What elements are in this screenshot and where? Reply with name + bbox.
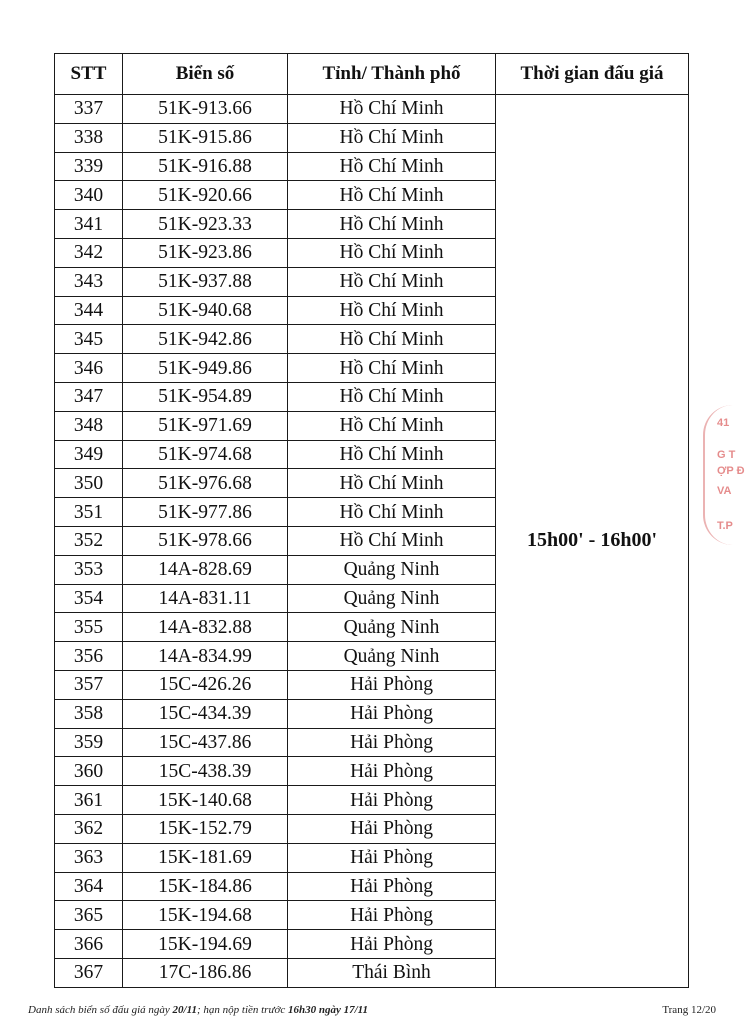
cell-city: Hồ Chí Minh xyxy=(288,354,496,383)
cell-stt: 341 xyxy=(55,210,123,239)
cell-stt: 356 xyxy=(55,642,123,671)
cell-plate: 15C-426.26 xyxy=(123,670,288,699)
cell-city: Hồ Chí Minh xyxy=(288,440,496,469)
cell-plate: 51K-949.86 xyxy=(123,354,288,383)
cell-stt: 339 xyxy=(55,152,123,181)
cell-stt: 361 xyxy=(55,786,123,815)
cell-stt: 342 xyxy=(55,238,123,267)
cell-stt: 355 xyxy=(55,613,123,642)
cell-plate: 51K-978.66 xyxy=(123,526,288,555)
cell-city: Hồ Chí Minh xyxy=(288,526,496,555)
table-header-row xyxy=(55,54,689,95)
cell-plate: 51K-923.33 xyxy=(123,210,288,239)
cell-city: Hồ Chí Minh xyxy=(288,469,496,498)
cell-stt: 364 xyxy=(55,872,123,901)
cell-stt: 363 xyxy=(55,843,123,872)
cell-stt: 337 xyxy=(55,95,123,124)
cell-stt: 338 xyxy=(55,123,123,152)
cell-city: Quảng Ninh xyxy=(288,555,496,584)
cell-stt: 344 xyxy=(55,296,123,325)
header-plate: Biển số xyxy=(123,54,288,95)
cell-plate: 15C-438.39 xyxy=(123,757,288,786)
stamp-text: VA xyxy=(717,485,732,497)
cell-plate: 15K-140.68 xyxy=(123,786,288,815)
cell-city: Hải Phòng xyxy=(288,786,496,815)
cell-stt: 362 xyxy=(55,814,123,843)
cell-city: Quảng Ninh xyxy=(288,584,496,613)
cell-stt: 352 xyxy=(55,526,123,555)
footer-note-middle: ; hạn nộp tiền trước xyxy=(196,1004,286,1016)
cell-city: Quảng Ninh xyxy=(288,642,496,671)
cell-plate: 51K-937.88 xyxy=(123,267,288,296)
cell-stt: 366 xyxy=(55,930,123,959)
cell-city: Hồ Chí Minh xyxy=(288,238,496,267)
stamp-text: T.P xyxy=(717,520,733,532)
cell-city: Hồ Chí Minh xyxy=(288,267,496,296)
cell-stt: 353 xyxy=(55,555,123,584)
cell-plate: 51K-920.66 xyxy=(123,181,288,210)
cell-city: Hồ Chí Minh xyxy=(288,382,496,411)
cell-city: Hồ Chí Minh xyxy=(288,498,496,527)
cell-plate: 15K-152.79 xyxy=(123,814,288,843)
cell-plate: 51K-974.68 xyxy=(123,440,288,469)
table-body xyxy=(55,95,689,988)
cell-plate: 15C-437.86 xyxy=(123,728,288,757)
auction-plate-list xyxy=(54,53,688,988)
cell-plate: 14A-834.99 xyxy=(123,642,288,671)
header-city: Tỉnh/ Thành phố xyxy=(288,54,496,95)
table-row xyxy=(55,95,689,124)
cell-plate: 15K-194.68 xyxy=(123,901,288,930)
cell-plate: 51K-916.88 xyxy=(123,152,288,181)
cell-stt: 359 xyxy=(55,728,123,757)
cell-plate: 15K-181.69 xyxy=(123,843,288,872)
cell-city: Quảng Ninh xyxy=(288,613,496,642)
cell-plate: 14A-831.11 xyxy=(123,584,288,613)
cell-city: Hải Phòng xyxy=(288,872,496,901)
stamp-text: G T xyxy=(717,449,736,461)
cell-plate: 51K-940.68 xyxy=(123,296,288,325)
cell-auction-time: 15h00' - 16h00' xyxy=(496,95,689,988)
cell-stt: 340 xyxy=(55,181,123,210)
header-time: Thời gian đấu giá xyxy=(496,54,689,95)
cell-plate: 51K-971.69 xyxy=(123,411,288,440)
cell-plate: 15C-434.39 xyxy=(123,699,288,728)
cell-stt: 360 xyxy=(55,757,123,786)
cell-plate: 17C-186.86 xyxy=(123,958,288,987)
cell-city: Thái Bình xyxy=(288,958,496,987)
cell-plate: 15K-194.69 xyxy=(123,930,288,959)
cell-city: Hồ Chí Minh xyxy=(288,296,496,325)
cell-city: Hải Phòng xyxy=(288,814,496,843)
cell-plate: 51K-976.68 xyxy=(123,469,288,498)
cell-plate: 14A-828.69 xyxy=(123,555,288,584)
cell-stt: 358 xyxy=(55,699,123,728)
stamp-text: ỢP Đ xyxy=(717,465,745,477)
plate-table xyxy=(54,53,689,988)
cell-plate: 51K-923.86 xyxy=(123,238,288,267)
cell-plate: 51K-954.89 xyxy=(123,382,288,411)
cell-stt: 348 xyxy=(55,411,123,440)
footer-note xyxy=(28,1004,368,1016)
cell-city: Hồ Chí Minh xyxy=(288,411,496,440)
cell-stt: 365 xyxy=(55,901,123,930)
cell-city: Hải Phòng xyxy=(288,843,496,872)
red-stamp-fragment xyxy=(703,405,745,545)
page-footer xyxy=(28,1004,716,1016)
cell-city: Hồ Chí Minh xyxy=(288,210,496,239)
cell-stt: 350 xyxy=(55,469,123,498)
header-stt: STT xyxy=(55,54,123,95)
cell-city: Hải Phòng xyxy=(288,901,496,930)
cell-plate: 51K-977.86 xyxy=(123,498,288,527)
cell-plate: 14A-832.88 xyxy=(123,613,288,642)
cell-stt: 354 xyxy=(55,584,123,613)
cell-stt: 349 xyxy=(55,440,123,469)
cell-city: Hải Phòng xyxy=(288,699,496,728)
cell-city: Hồ Chí Minh xyxy=(288,325,496,354)
cell-plate: 51K-913.66 xyxy=(123,95,288,124)
footer-note-date: 20/11 xyxy=(172,1004,197,1016)
cell-city: Hải Phòng xyxy=(288,728,496,757)
cell-plate: 15K-184.86 xyxy=(123,872,288,901)
cell-stt: 367 xyxy=(55,958,123,987)
page-number: Trang 12/20 xyxy=(662,1004,716,1016)
cell-stt: 345 xyxy=(55,325,123,354)
cell-city: Hồ Chí Minh xyxy=(288,152,496,181)
cell-stt: 351 xyxy=(55,498,123,527)
cell-stt: 347 xyxy=(55,382,123,411)
cell-city: Hồ Chí Minh xyxy=(288,95,496,124)
cell-stt: 343 xyxy=(55,267,123,296)
cell-stt: 346 xyxy=(55,354,123,383)
stamp-text: 41 xyxy=(717,417,730,429)
footer-note-deadline: 16h30 ngày 17/11 xyxy=(287,1004,369,1016)
cell-city: Hải Phòng xyxy=(288,757,496,786)
cell-city: Hải Phòng xyxy=(288,670,496,699)
cell-plate: 51K-942.86 xyxy=(123,325,288,354)
cell-city: Hải Phòng xyxy=(288,930,496,959)
cell-plate: 51K-915.86 xyxy=(123,123,288,152)
cell-city: Hồ Chí Minh xyxy=(288,181,496,210)
footer-note-prefix: Danh sách biển số đấu giá ngày xyxy=(28,1004,170,1016)
cell-stt: 357 xyxy=(55,670,123,699)
cell-city: Hồ Chí Minh xyxy=(288,123,496,152)
